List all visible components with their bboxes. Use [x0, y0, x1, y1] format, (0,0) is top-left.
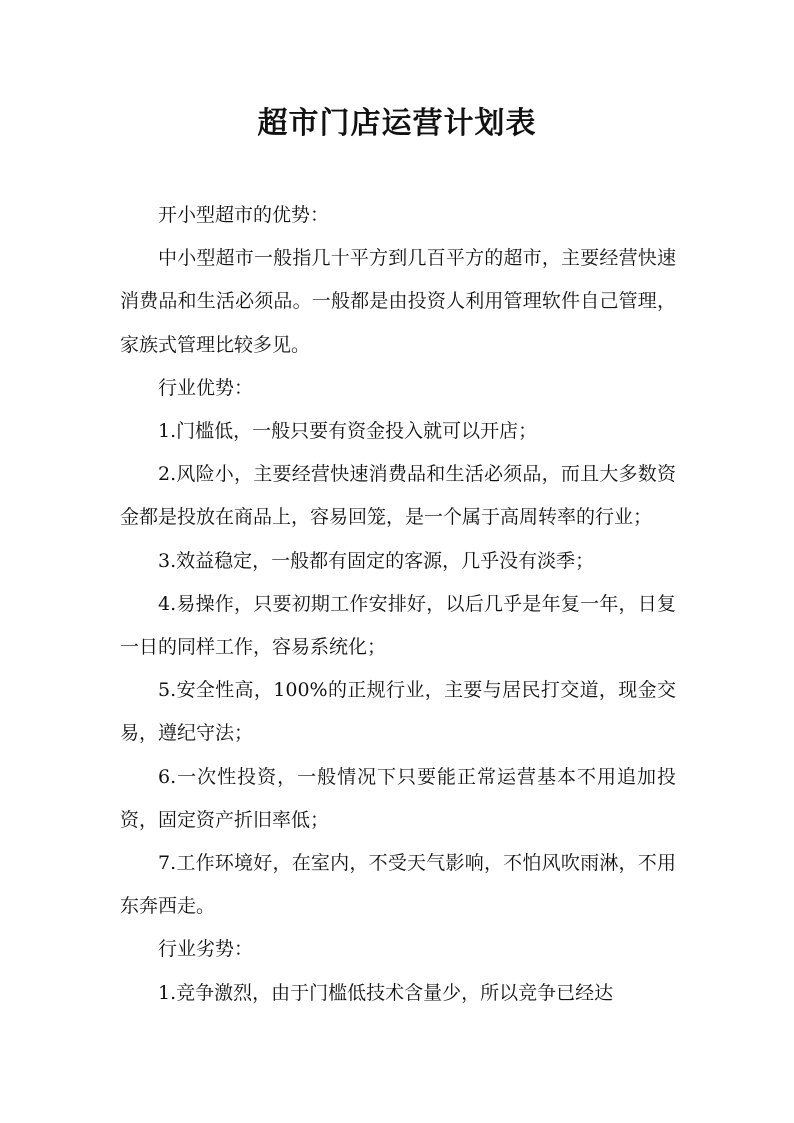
paragraph-advantage-1: 1.门槛低，一般只要有资金投入就可以开店； [158, 420, 538, 443]
paragraph-supermarket-definition: 中小型超市一般指几十平方到几百平方的超市，主要经营快速消费品和生活必须品。一般都是由投资人利用管理软件自己管理，家族式管理比较多见。 [120, 247, 676, 356]
paragraph-advantage-3: 3.效益稳定，一般都有固定的客源，几乎没有淡季； [158, 549, 595, 572]
document-title: 超市门店运营计划表 [257, 106, 537, 141]
paragraph-advantage-7: 7.工作环境好，在室内，不受天气影响，不怕风吹雨淋，不用东奔西走。 [120, 852, 676, 918]
paragraph-industry-advantages-heading: 行业优势： [158, 376, 254, 399]
paragraph-industry-disadvantages-heading: 行业劣势： [158, 938, 254, 961]
paragraph-advantage-6: 6.一次性投资，一般情况下只要能正常运营基本不用追加投资，固定资产折旧率低； [120, 765, 676, 831]
paragraph-advantage-2: 2.风险小，主要经营快速消费品和生活必须品，而且大多数资金都是投放在商品上，容易回笼，是一个属于高周转率的行业； [120, 463, 676, 529]
paragraph-disadvantage-1: 1.竞争激烈，由于门槛低技术含量少，所以竞争已经达 [158, 981, 614, 1004]
document-body [120, 194, 676, 1015]
paragraph-advantage-4: 4.易操作，只要初期工作安排好，以后几乎是年复一年，日复一日的同样工作，容易系统化； [120, 592, 676, 659]
paragraph-advantage-5: 5.安全性高，100%的正规行业，主要与居民打交道，现金交易，遵纪守法； [120, 679, 676, 745]
paragraph-small-supermarket-advantages-heading: 开小型超市的优势： [158, 204, 330, 226]
